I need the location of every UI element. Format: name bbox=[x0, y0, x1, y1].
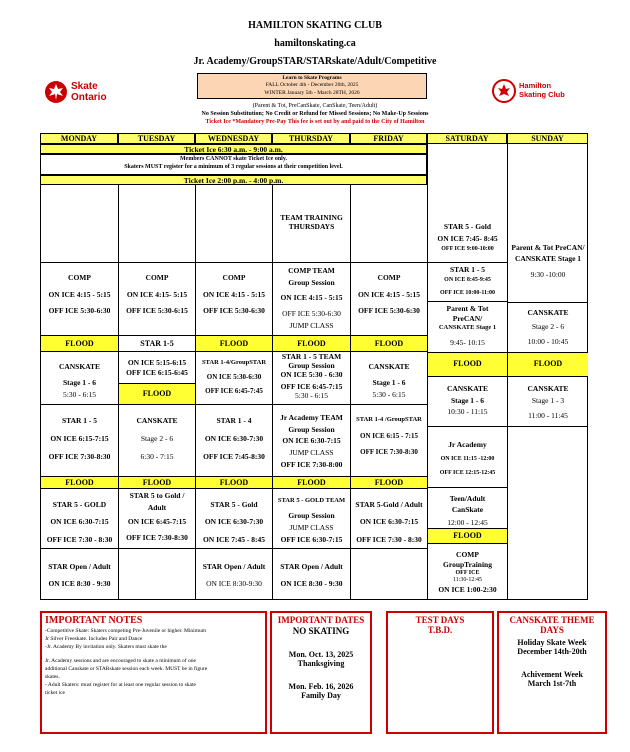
session-title: STAR 1-4 /GroupSTAR bbox=[356, 416, 422, 423]
session-time: 5:30 - 6:15 bbox=[295, 391, 328, 400]
session-title: STAR Open / Adult bbox=[280, 562, 343, 571]
session-title: Parent & Tot PreCAN/ bbox=[511, 243, 585, 252]
monday-star1-5[interactable] bbox=[41, 412, 118, 466]
important-notes-box bbox=[40, 611, 267, 734]
sunday-canskate-1-3[interactable] bbox=[508, 383, 588, 422]
day-header-wednesday: WEDNESDAY bbox=[195, 133, 272, 144]
on-ice-time: ON ICE 7:45- 8:45 bbox=[437, 234, 498, 243]
date-thanksgiving-label: Thanksgiving bbox=[297, 659, 345, 668]
off-ice-time: OFF ICE 5:30-6:30 bbox=[48, 306, 111, 315]
note-line: Jr Silver Freeskate. Includes Pair and Dance bbox=[45, 635, 143, 642]
sunday-parent-tot[interactable] bbox=[508, 243, 588, 281]
session-stage: CANSKATE Stage 1 bbox=[438, 324, 497, 332]
on-ice-time: ON ICE 6:30-7:15 bbox=[359, 517, 419, 527]
on-ice-time: ON ICE 6:15-7:15 bbox=[50, 434, 109, 443]
session-title: CANSKATE bbox=[527, 384, 569, 393]
hamilton-skating-club-logo bbox=[492, 79, 587, 105]
on-ice-time: ON ICE 5:30-6:30 bbox=[206, 372, 262, 381]
monday-flood-1: FLOOD bbox=[41, 336, 118, 351]
session-title: COMP bbox=[145, 273, 169, 282]
session-stage: Stage 2 - 6 bbox=[531, 322, 565, 332]
session-title: CANSKATE bbox=[527, 308, 569, 317]
note-line: ticket ice bbox=[45, 689, 66, 696]
note-line: -Competitive Skate: Skaters competing Pre-Juvenile or higher. Minimum bbox=[45, 628, 207, 634]
monday-star5-gold[interactable] bbox=[41, 496, 118, 548]
saturday-parent-tot[interactable] bbox=[428, 304, 507, 348]
day-header-monday: MONDAY bbox=[40, 133, 118, 144]
thursday-team-training bbox=[273, 213, 350, 232]
monday-star-open-adult[interactable] bbox=[41, 558, 118, 593]
friday-comp[interactable] bbox=[351, 270, 427, 320]
saturday-star5-gold[interactable] bbox=[428, 221, 507, 255]
tuesday-flood-3: FLOOD bbox=[119, 477, 195, 488]
on-ice-time: ON ICE 8:30-9:30 bbox=[206, 579, 262, 589]
wednesday-comp[interactable] bbox=[196, 270, 272, 320]
session-title: COMP bbox=[222, 273, 246, 282]
session-title: STAR 1 - 4 bbox=[216, 416, 252, 425]
session-sub: GroupTraining bbox=[443, 559, 492, 569]
session-stage: Stage 1 - 6 bbox=[450, 395, 485, 405]
test-days-box bbox=[386, 611, 494, 734]
session-time: 10:30 - 11:15 bbox=[447, 407, 488, 417]
session-sub: Group Session bbox=[288, 277, 335, 287]
theme-holiday-dates: December 14th-20th bbox=[517, 647, 587, 656]
club-title: HAMILTON SKATING CLUB bbox=[248, 20, 382, 31]
off-ice-time: OFF ICE 7:30-8:30 bbox=[126, 533, 188, 542]
session-sub: Group Session bbox=[288, 361, 335, 370]
session-stage: Stage 1 - 6 bbox=[372, 378, 406, 387]
programs-line1: Learn to Skate Programs bbox=[282, 75, 342, 81]
ticket-ice-note bbox=[40, 154, 427, 175]
friday-flood-2: FLOOD bbox=[351, 477, 427, 488]
session-title: CANSKATE bbox=[368, 362, 410, 371]
session-time: 5:30 - 6:15 bbox=[372, 390, 406, 399]
session-title: STAR 1-4/GroupSTAR bbox=[201, 359, 267, 366]
session-title: STAR 1 - 5 TEAM bbox=[281, 352, 342, 361]
test-days-tbd: T.B.D. bbox=[427, 625, 453, 635]
tuesday-comp[interactable] bbox=[119, 270, 195, 320]
important-notes-title: IMPORTANT NOTES bbox=[45, 615, 143, 626]
session-title: STAR 1 - 5 bbox=[61, 416, 98, 425]
logo-right-line1: Hamilton bbox=[519, 81, 552, 90]
off-ice-time: OFF ICE 5:30-6:15 bbox=[126, 306, 188, 315]
off-ice-time: OFF ICE 5:30-6:30 bbox=[282, 308, 341, 318]
off-ice-time: OFF ICE 7:30-8:00 bbox=[280, 459, 343, 469]
team-training-label: TEAM TRAINING bbox=[280, 213, 343, 222]
note-line: skates. bbox=[45, 673, 60, 680]
session-time: 12:00 - 12:45 bbox=[447, 518, 488, 527]
thursday-flood-2: FLOOD bbox=[273, 477, 350, 488]
session-time: 6:30 - 7:15 bbox=[140, 452, 174, 461]
session-stage: Stage 2 - 6 bbox=[140, 434, 174, 443]
session-stage: CANSKATE Stage 1 bbox=[514, 253, 582, 263]
session-title: CANSKATE bbox=[58, 362, 101, 371]
session-sub: Group Session bbox=[288, 511, 335, 521]
saturday-flood-2: FLOOD bbox=[428, 529, 507, 543]
session-sub: Group Session bbox=[288, 424, 335, 434]
programs-line3: WINTER January 5th - March 28TH, 2026 bbox=[264, 89, 360, 96]
session-sub: Adult bbox=[147, 503, 167, 512]
date-family-day: Mon. Feb. 16, 2026 bbox=[288, 682, 354, 691]
important-dates-box bbox=[270, 611, 372, 734]
monday-comp[interactable] bbox=[41, 270, 118, 320]
wednesday-flood-1: FLOOD bbox=[196, 336, 272, 351]
session-title: Parent & Tot bbox=[446, 304, 489, 313]
note-line: - Adult Skaters: must register for at least one regular session to skate bbox=[45, 681, 196, 688]
on-ice-time: ON ICE 4:15 - 5:15 bbox=[280, 293, 343, 303]
test-days-title: TEST DAYS bbox=[415, 615, 465, 625]
on-ice-time: ON ICE 4:15 - 5:15 bbox=[357, 289, 421, 299]
session-time: 9:45- 10:15 bbox=[450, 338, 485, 348]
thursday-star1-5-team[interactable] bbox=[273, 352, 350, 400]
tuesday-canskate-2-6[interactable] bbox=[119, 412, 195, 466]
no-substitution-note: No Session Substitution; No Credit or Refund for Missed Sessions; No Make-Up Sessions bbox=[201, 111, 429, 117]
thursday-flood-1: FLOOD bbox=[273, 336, 350, 351]
on-ice-time-2: ON ICE 7:45 - 8:45 bbox=[202, 534, 266, 544]
session-title: CANSKATE bbox=[136, 416, 178, 425]
session-title: COMP bbox=[68, 273, 91, 282]
saturday-flood-1: FLOOD bbox=[428, 353, 507, 376]
program-types-note: (Parent & Tot, PreCanSkate, CanSkate, Teen/Adult) bbox=[252, 103, 378, 109]
theme-holiday: Holiday Skate Week bbox=[517, 638, 587, 647]
note-line: additional Canskate or STARskate session each week. MUST be in figure bbox=[45, 665, 208, 672]
skate-ontario-leaf-icon bbox=[44, 80, 68, 104]
off-ice-time: OFF ICE 7:30-8:30 bbox=[360, 448, 418, 457]
note-line: Jr. Academy sessions and are encouraged to skate a minimum of one bbox=[45, 657, 196, 664]
ticket-note-2: Skaters MUST register for a minimum of 3 regular sessions at their competition level. bbox=[124, 163, 343, 170]
saturday-star1-5[interactable] bbox=[428, 264, 507, 298]
off-ice-time: OFF ICE 7:30-8:30 bbox=[48, 452, 111, 461]
on-ice-time: ON ICE 6:45-7:15 bbox=[127, 517, 187, 526]
thursday-jr-academy-team[interactable] bbox=[273, 412, 350, 470]
on-ice-time: ON ICE 6:30-7:15 bbox=[282, 436, 341, 446]
wednesday-star5-gold[interactable] bbox=[196, 496, 272, 548]
monday-canskate[interactable] bbox=[41, 361, 118, 401]
off-ice-time: OFF ICE 6:45-7:15 bbox=[280, 382, 343, 391]
off-ice-time: OFF ICE 6:30-7:15 bbox=[280, 535, 343, 545]
on-ice-time: ON ICE 4:15 - 5:15 bbox=[48, 289, 111, 299]
off-ice-time: OFF ICE 7:30 - 8:30 bbox=[46, 534, 113, 544]
saturday-comp-group-training[interactable] bbox=[428, 550, 507, 595]
saturday-canskate-1-6[interactable] bbox=[428, 383, 507, 418]
wednesday-star-open-adult[interactable] bbox=[196, 558, 272, 593]
off-ice-time: OFF ICE 7:45-8:30 bbox=[203, 452, 265, 461]
important-dates-title: IMPORTANT DATES bbox=[277, 615, 365, 625]
date-thanksgiving: Mon. Oct. 13, 2025 bbox=[288, 650, 354, 659]
friday-star1-4-groupstar[interactable] bbox=[351, 412, 427, 461]
session-title: STAR 5-Gold / Adult bbox=[355, 500, 423, 509]
on-ice-time: ON ICE 4:15 - 5:15 bbox=[202, 289, 266, 299]
session-time: 5:30 - 6:15 bbox=[63, 390, 96, 399]
on-ice-time: ON ICE 4:15- 5:15 bbox=[126, 289, 188, 299]
session-title: COMP bbox=[456, 550, 479, 559]
day-header-saturday: SATURDAY bbox=[427, 133, 507, 144]
thursday-comp-team[interactable] bbox=[273, 265, 350, 331]
sunday-canskate-2-6[interactable] bbox=[508, 306, 588, 349]
day-header-tuesday: TUESDAY bbox=[118, 133, 195, 144]
date-family-day-label: Family Day bbox=[301, 691, 341, 700]
session-title: CANSKATE bbox=[446, 384, 489, 393]
hamilton-leaf-icon bbox=[492, 79, 516, 103]
session-title: COMP TEAM bbox=[288, 266, 335, 275]
session-title: COMP bbox=[377, 273, 401, 282]
theme-title: CANSKATE THEME bbox=[509, 615, 595, 625]
thursdays-label: THURSDAYS bbox=[288, 222, 335, 232]
session-title: STAR 1 - 5 bbox=[449, 265, 486, 274]
tuesday-flood-2: FLOOD bbox=[119, 384, 195, 404]
thursday-star-open-adult[interactable] bbox=[273, 558, 350, 593]
session-title: STAR 5 to Gold / bbox=[129, 491, 185, 500]
tuesday-star1-5[interactable]: STAR 1-5 bbox=[140, 339, 174, 348]
program-subtitle: Jr. Academy/GroupSTAR/STARskate/Adult/Competitive bbox=[193, 56, 437, 67]
on-ice-time: ON ICE 8:30 - 9:30 bbox=[280, 579, 343, 589]
off-ice-time: OFF ICE 9:00-10:00 bbox=[441, 246, 494, 252]
monday-flood-2: FLOOD bbox=[41, 477, 118, 488]
session-title: STAR 5 - GOLD TEAM bbox=[277, 497, 346, 504]
saturday-teen-adult[interactable] bbox=[428, 494, 507, 529]
on-ice-time: ON ICE 6:30-7:15 bbox=[50, 517, 109, 527]
jump-class: JUMP CLASS bbox=[289, 523, 334, 533]
off-ice-time: OFF ICE 10:00-11:00 bbox=[439, 289, 496, 296]
ticket-ice-fee-note: Ticket Ice *Mandatory Pre-Pay This fee is set out by and paid to the City of Hamilton bbox=[205, 119, 425, 125]
off-ice-time: OFF ICE 5:30-6:30 bbox=[203, 306, 265, 315]
day-header-sunday: SUNDAY bbox=[507, 133, 588, 144]
programs-line2: FALL October 4th - December 20th, 2025 bbox=[265, 82, 359, 89]
session-stage: Stage 1 - 3 bbox=[531, 395, 565, 405]
session-title: STAR 5 - Gold bbox=[443, 222, 492, 231]
on-ice-time: ON ICE 6:30-7:30 bbox=[204, 517, 264, 527]
session-title: STAR Open / Adult bbox=[48, 562, 111, 571]
theme-achievement: Achivement Week bbox=[521, 670, 583, 679]
tuesday-star1-5-times[interactable] bbox=[119, 358, 195, 378]
off-ice-time: OFF ICE 6:15-6:45 bbox=[126, 368, 188, 378]
canskate-theme-box bbox=[497, 611, 607, 734]
wednesday-star1-4-groupstar[interactable] bbox=[196, 356, 272, 399]
session-title: Jr Academy bbox=[448, 440, 487, 449]
session-title: STAR Open / Adult bbox=[202, 562, 266, 571]
session-title: Teen/Adult bbox=[449, 494, 486, 503]
friday-star5-gold-adult[interactable] bbox=[351, 496, 427, 548]
jump-class: JUMP CLASS bbox=[289, 320, 334, 330]
on-ice-time: ON ICE 6:30-7:30 bbox=[204, 434, 264, 443]
ticket-note-1: Members CANNOT skate Ticket Ice only. bbox=[180, 156, 287, 162]
on-ice-time: ON ICE 1:00-2:30 bbox=[438, 585, 497, 595]
note-line: -Jr. Academy By invitation only. Skaters must skate the bbox=[45, 643, 167, 650]
session-title: STAR 5 - Gold bbox=[210, 500, 258, 509]
programs-box bbox=[197, 73, 427, 99]
theme-title-2: DAYS bbox=[540, 625, 564, 635]
session-time: 9:30 -10:00 bbox=[530, 270, 566, 279]
sunday-flood-1: FLOOD bbox=[508, 353, 588, 376]
off-ice-time: OFF ICE 12:15-12:45 bbox=[439, 470, 496, 477]
logo-left-line1: Skate bbox=[71, 81, 98, 92]
logo-left-line2: Ontario bbox=[71, 92, 107, 103]
off-ice-time: OFF ICE 5:30-6:30 bbox=[358, 306, 420, 315]
ticket-ice-pm: Ticket Ice 2:00 p.m. - 4:00 p.m. bbox=[40, 175, 427, 185]
on-ice-time: ON ICE 5:30 - 6:30 bbox=[280, 370, 343, 379]
friday-flood-1: FLOOD bbox=[351, 336, 427, 351]
day-header-friday: FRIDAY bbox=[350, 133, 427, 144]
wednesday-flood-2: FLOOD bbox=[196, 477, 272, 488]
session-stage: Stage 1 - 6 bbox=[62, 378, 97, 387]
logo-right-line2: Skating Club bbox=[519, 90, 565, 99]
off-ice-time: OFF ICE 7:30 - 8:30 bbox=[356, 534, 422, 544]
friday-canskate[interactable] bbox=[351, 361, 427, 401]
session-sub: CanSkate bbox=[451, 504, 484, 514]
jump-class: JUMP CLASS bbox=[289, 447, 334, 457]
thursday-star5-gold-team[interactable] bbox=[273, 496, 350, 546]
on-ice-time: ON ICE 11:15 -12:00 bbox=[440, 456, 495, 463]
important-notes-body bbox=[45, 628, 262, 698]
saturday-jr-academy[interactable] bbox=[428, 436, 507, 481]
session-title: STAR 5 - GOLD bbox=[52, 500, 107, 509]
off-ice-time: 11:30-12:45 bbox=[452, 577, 483, 584]
ticket-ice-am: Ticket Ice 6:30 a.m. - 9:00 a.m. bbox=[40, 144, 427, 154]
on-ice-time: ON ICE 8:30 - 9:30 bbox=[48, 579, 111, 589]
theme-achievement-dates: March 1st-7th bbox=[527, 679, 577, 688]
club-website[interactable]: hamiltonskating.ca bbox=[274, 38, 356, 49]
on-ice-time: ON ICE 5:15-6:15 bbox=[127, 358, 187, 367]
session-sub: PreCAN/ bbox=[452, 314, 483, 324]
tuesday-star5-gold-adult[interactable] bbox=[119, 490, 195, 544]
day-header-thursday: THURSDAY bbox=[272, 133, 350, 144]
off-ice-label: OFF ICE bbox=[455, 569, 480, 576]
session-title: Jr Academy TEAM bbox=[280, 413, 343, 422]
off-ice-time: OFF ICE 6:45-7:45 bbox=[205, 387, 263, 396]
session-time: 10:00 - 10:45 bbox=[527, 336, 569, 346]
session-time: 11:00 - 11:45 bbox=[528, 411, 568, 421]
no-skating-label: NO SKATING bbox=[292, 626, 350, 636]
on-ice-time: ON ICE 6:15 - 7:15 bbox=[360, 431, 418, 440]
wednesday-star1-4[interactable] bbox=[196, 412, 272, 466]
on-ice-time: ON ICE 8:45-9:45 bbox=[444, 277, 491, 283]
